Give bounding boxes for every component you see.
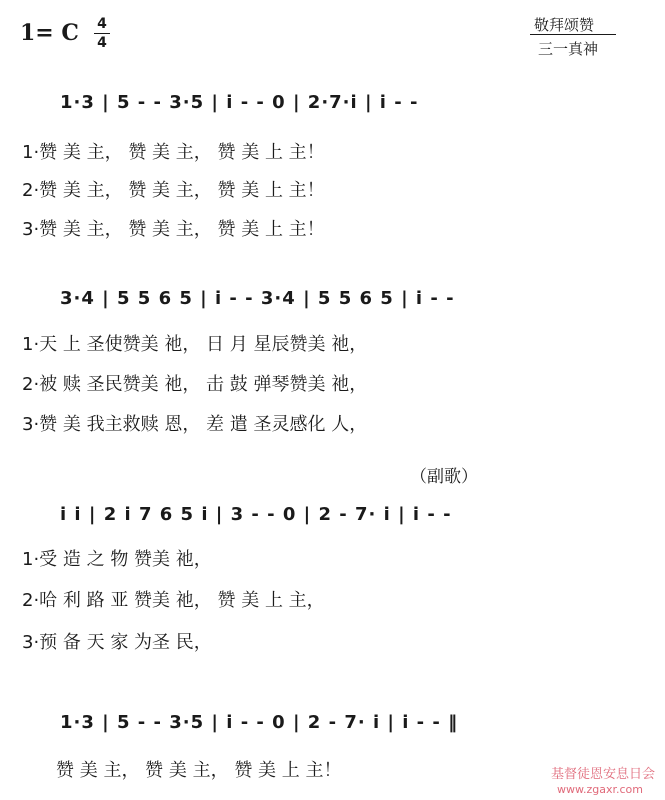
meter-top: 4 (97, 16, 107, 32)
category-divider (530, 34, 616, 35)
notation-line-1: 1·3 | 5 - - 3·5 | i - - 0 | 2·7·i | i - - (60, 92, 419, 113)
lyric-line-1-1: 1·赞 美 主， 赞 美 主， 赞 美 上 主！ (22, 142, 325, 163)
category-label: 敬拜颂赞 (534, 16, 595, 34)
lyric-line-4-1: 赞 美 主， 赞 美 主， 赞 美 上 主！ (56, 760, 342, 781)
lyric-line-2-3: 3·赞 美 我主救赎 恩， 差 遣 圣灵感化 人， (22, 414, 368, 435)
meter-bottom: 4 (97, 35, 107, 51)
watermark-text: 基督徒恩安息日会 (550, 767, 655, 782)
lyric-line-3-3: 3·预 备 天 家 为圣 民， (22, 632, 212, 653)
time-signature (94, 16, 110, 51)
notation-line-4: 1·3 | 5 - - 3·5 | i - - 0 | 2 - 7· i | i - - ‖ (60, 712, 459, 733)
watermark-url: www.zgaxr.com (557, 783, 643, 796)
lyric-line-1-3: 3·赞 美 主， 赞 美 主， 赞 美 上 主！ (22, 219, 325, 240)
lyric-line-2-2: 2·被 赎 圣民赞美 祂， 击 鼓 弹琴赞美 祂， (22, 374, 368, 395)
lyric-line-1-2: 2·赞 美 主， 赞 美 主， 赞 美 上 主！ (22, 180, 325, 201)
notation-line-3: i i | 2 i 7 6 5 i | 3 - - 0 | 2 - 7· i | i - - (60, 504, 452, 525)
notation-line-2: 3·4 | 5 5 6 5 | i - - 3·4 | 5 5 6 5 | i - - (60, 288, 455, 309)
lyric-line-3-1: 1·受 造 之 物 赞美 祂， (22, 549, 212, 570)
refrain-label: （副歌） (410, 467, 478, 487)
meter-bar (94, 33, 110, 34)
lyric-line-3-2: 2·哈 利 路 亚 赞美 祂， 赞 美 上 主， (22, 590, 325, 611)
song-subtitle: 三一真神 (538, 40, 599, 58)
key-signature: 1= C (20, 20, 79, 46)
lyric-line-2-1: 1·天 上 圣使赞美 祂， 日 月 星辰赞美 祂， (22, 334, 368, 355)
